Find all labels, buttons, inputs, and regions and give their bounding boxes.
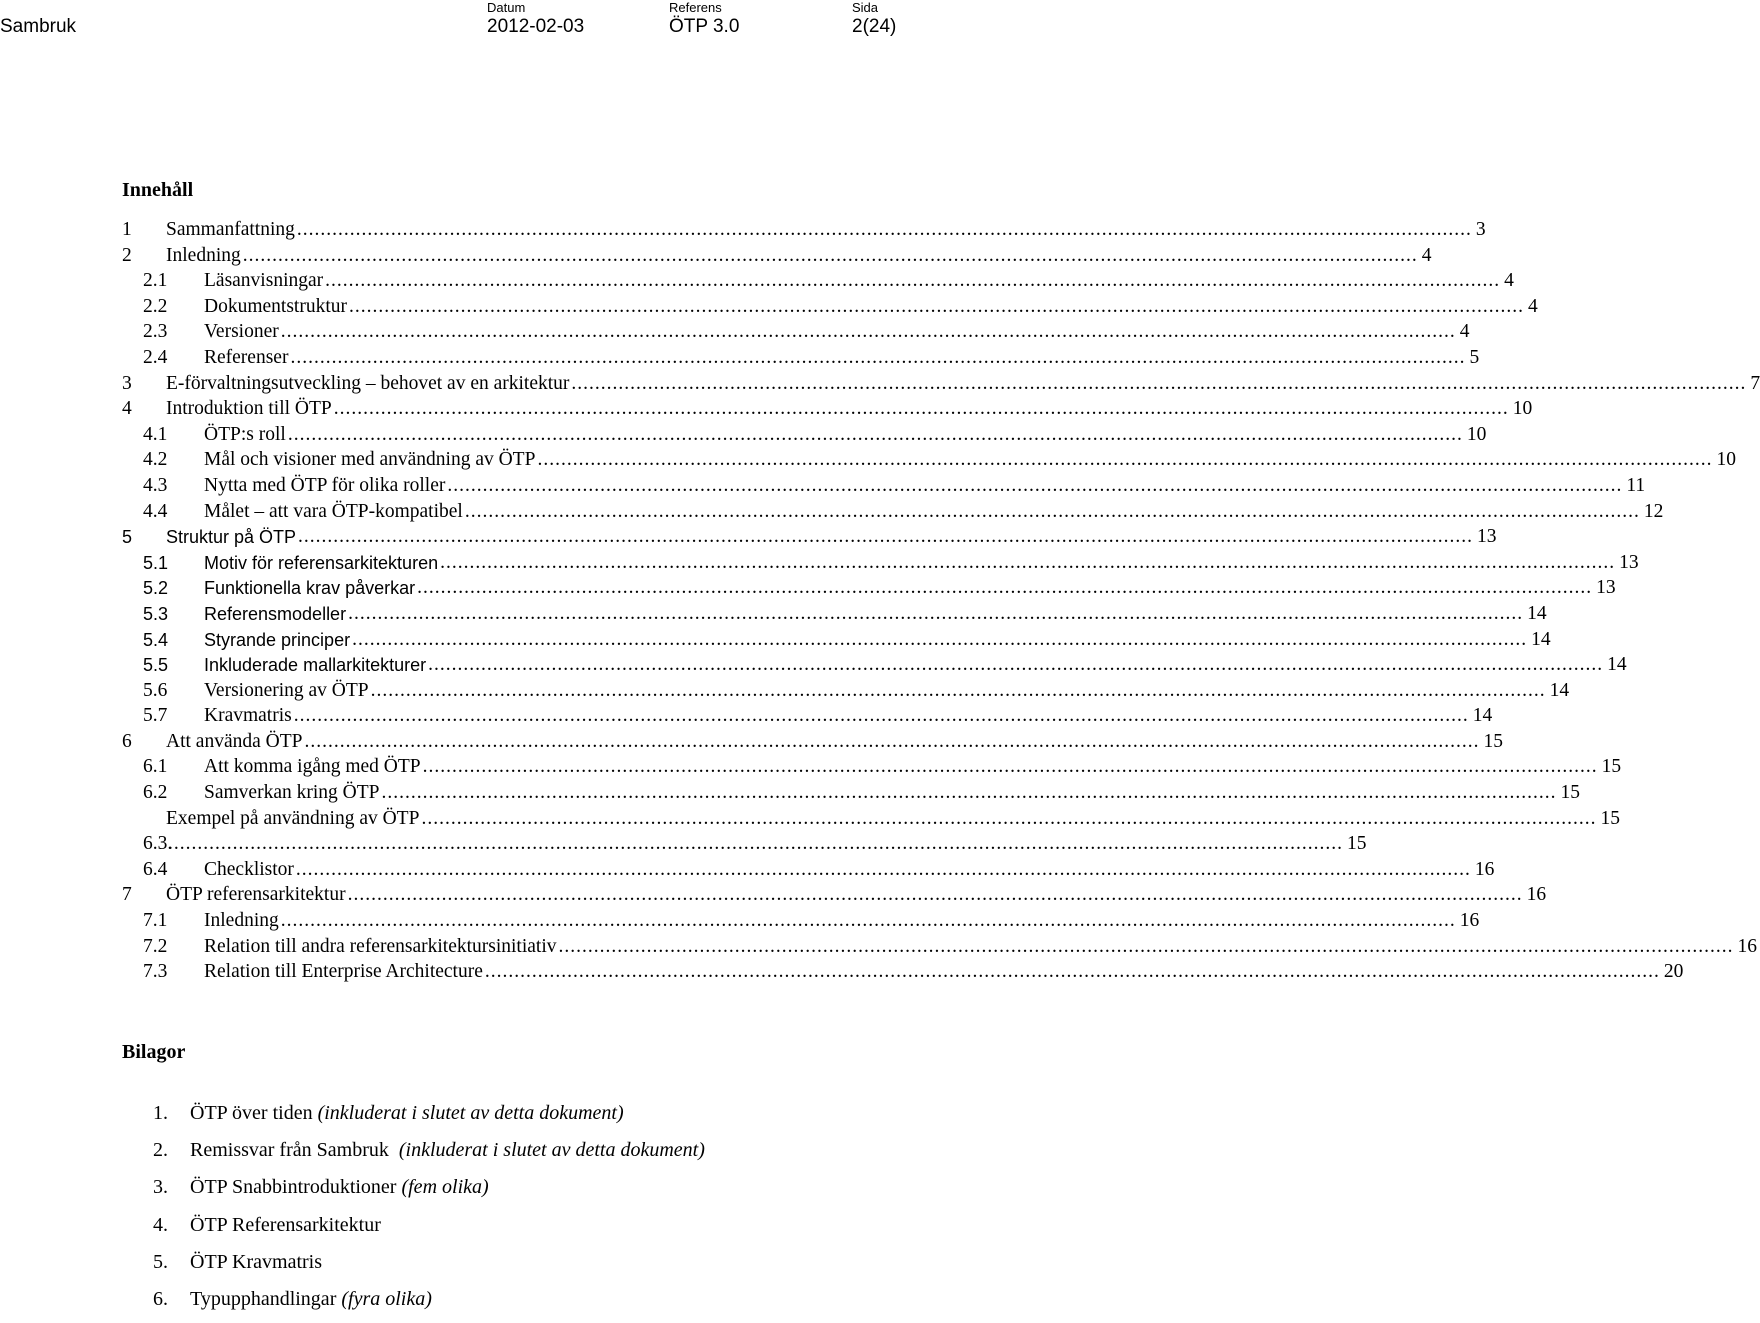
appendix-note: (inkluderat i slutet av detta dokument) xyxy=(317,1102,624,1124)
toc-dot-leader: ........................................................................................................................................................................................................ xyxy=(280,910,1456,932)
toc-entry-label: Inledning xyxy=(166,244,241,266)
toc-entry-label: E-förvaltningsutveckling – behovet av en arkitektur xyxy=(166,372,570,394)
toc-entry[interactable] xyxy=(0,781,1580,807)
toc-entry-page: 4 xyxy=(1500,269,1514,293)
toc-entry[interactable] xyxy=(0,909,1480,935)
toc-entry-page: 20 xyxy=(1660,960,1684,984)
appendix-item xyxy=(0,1174,960,1211)
toc-dot-leader: ........................................................................................................................................................................................................ xyxy=(304,730,1480,752)
toc-entry-label: Funktionella krav påverkar xyxy=(204,578,416,599)
toc-entry-page: 4 xyxy=(1456,320,1470,344)
toc-entry-number: 5.6 xyxy=(143,679,168,701)
toc-entry[interactable] xyxy=(0,576,1616,602)
toc-dot-leader: ........................................................................................................................................................................................................ xyxy=(558,935,1734,957)
appendix-number: 1. xyxy=(153,1102,168,1124)
toc-entry-label: Inkluderade mallarkitekturer xyxy=(204,655,427,676)
toc-entry[interactable] xyxy=(0,960,1684,986)
toc-entry-page: 15 xyxy=(1596,807,1620,831)
toc-entry-page: 16 xyxy=(1456,909,1480,933)
toc-entry[interactable] xyxy=(0,679,1570,705)
toc-dot-leader: ........................................................................................................................................................................................................ xyxy=(168,833,1343,855)
toc-entry-label: Relation till Enterprise Architecture xyxy=(204,961,483,983)
toc-entry-label: Referensmodeller xyxy=(204,603,347,624)
toc-entry-number: 6.2 xyxy=(143,782,168,804)
toc-dot-leader: ........................................................................................................................................................................................................ xyxy=(537,449,1713,471)
toc-dot-leader: ........................................................................................................................................................................................................ xyxy=(347,884,1523,906)
toc-entry-number: 7.3 xyxy=(143,961,168,983)
toc-entry-page: 12 xyxy=(1640,500,1664,524)
toc-entry[interactable] xyxy=(0,397,1533,423)
appendix-number: 6. xyxy=(153,1287,168,1310)
toc-entry-page: 16 xyxy=(1471,858,1495,882)
toc-entry-number: 7.1 xyxy=(143,910,168,932)
toc-entry-number: 2 xyxy=(122,244,132,266)
toc-entry-number: 4.2 xyxy=(143,449,168,471)
toc-dot-leader: ........................................................................................................................................................................................................ xyxy=(422,756,1598,778)
appendix-title: ÖTP Kravmatris xyxy=(190,1250,323,1273)
appendix-note: (fyra olika) xyxy=(341,1287,432,1310)
toc-entry-number: 7.2 xyxy=(143,935,168,957)
toc-entry[interactable] xyxy=(0,704,1493,730)
toc-entry[interactable] xyxy=(0,474,1646,500)
toc-entry-page: 4 xyxy=(1524,295,1538,319)
toc-dot-leader: ........................................................................................................................................................................................................ xyxy=(352,628,1528,650)
toc-dot-leader: ........................................................................................................................................................................................................ xyxy=(325,270,1501,292)
toc-entry-page: 11 xyxy=(1622,474,1645,498)
toc-entry[interactable] xyxy=(0,500,1664,526)
appendix-item xyxy=(0,1137,960,1174)
toc-entry-number: 5.7 xyxy=(143,705,168,727)
toc-entry-page: 14 xyxy=(1603,653,1627,677)
toc-entry-page: 10 xyxy=(1712,448,1736,472)
toc-entry-number: 4.4 xyxy=(143,500,168,522)
toc-dot-leader: ........................................................................................................................................................................................................ xyxy=(484,961,1660,983)
toc-entry-number: 2.3 xyxy=(143,321,168,343)
toc-dot-leader: ........................................................................................................................................................................................................ xyxy=(421,807,1597,829)
toc-entry[interactable] xyxy=(0,883,1547,909)
toc-dot-leader: ........................................................................................................................................................................................................ xyxy=(348,295,1524,317)
toc-entry-label: Kravmatris xyxy=(204,705,292,727)
toc-dot-leader: ........................................................................................................................................................................................................ xyxy=(571,372,1747,394)
reference-caption: Referens xyxy=(669,0,722,15)
org-name: Sambruk xyxy=(0,16,77,37)
toc-entry-page: 16 xyxy=(1734,935,1758,959)
toc-dot-leader: ........................................................................................................................................................................................................ xyxy=(296,219,1472,240)
toc-dot-leader: ........................................................................................................................................................................................................ xyxy=(290,346,1466,368)
appendix-note: (fem olika) xyxy=(401,1176,489,1199)
toc-dot-leader: ........................................................................................................................................................................................................ xyxy=(348,602,1524,624)
toc-dot-leader: ........................................................................................................................................................................................................ xyxy=(333,398,1509,420)
toc-entry[interactable] xyxy=(0,628,1551,654)
toc-entry[interactable] xyxy=(0,832,1367,858)
table-of-contents xyxy=(0,218,1760,986)
appendix-title: ÖTP Snabbintroduktioner xyxy=(190,1176,397,1199)
toc-entry[interactable] xyxy=(0,448,1736,474)
toc-dot-leader: ........................................................................................................................................................................................................ xyxy=(417,577,1593,599)
toc-entry-number: 3 xyxy=(122,372,132,394)
toc-entry-label: Versionering av ÖTP xyxy=(204,679,369,701)
appendix-title: ÖTP över tiden xyxy=(190,1102,313,1124)
toc-entry-number: 2.2 xyxy=(143,295,168,317)
appendix-title: Remissvar från Sambruk xyxy=(190,1139,394,1162)
toc-entry-label: Mål och visioner med användning av ÖTP xyxy=(204,449,536,471)
toc-entry-label: Referenser xyxy=(204,346,289,368)
appendix-item xyxy=(0,1100,960,1137)
toc-heading: Innehåll xyxy=(122,179,194,201)
appendices-list xyxy=(0,1100,960,1323)
toc-dot-leader: ........................................................................................................................................................................................................ xyxy=(287,423,1463,445)
toc-entry[interactable] xyxy=(0,551,1639,577)
toc-entry-label: Läsanvisningar xyxy=(204,270,324,292)
appendix-note: (inkluderat i slutet av detta dokument) xyxy=(398,1139,705,1162)
toc-entry-page: 10 xyxy=(1463,423,1487,447)
toc-entry-number: 4 xyxy=(122,398,132,420)
toc-entry[interactable] xyxy=(0,372,1760,398)
toc-entry-number: 5 xyxy=(122,527,133,548)
toc-entry[interactable] xyxy=(0,244,1432,270)
toc-dot-leader: ........................................................................................................................................................................................................ xyxy=(280,321,1456,343)
toc-entry-page: 5 xyxy=(1465,346,1479,370)
toc-dot-leader: ........................................................................................................................................................................................................ xyxy=(298,526,1474,548)
toc-entry-number: 5.5 xyxy=(143,655,169,676)
toc-entry[interactable] xyxy=(0,320,1470,346)
toc-dot-leader: ........................................................................................................................................................................................................ xyxy=(370,679,1546,701)
appendix-item xyxy=(0,1212,960,1249)
page-caption: Sida xyxy=(852,0,879,15)
toc-entry-number: 5.3 xyxy=(143,603,169,624)
toc-dot-leader: ........................................................................................................................................................................................................ xyxy=(464,500,1640,522)
toc-entry-number: 4.3 xyxy=(143,474,168,496)
toc-entry-page: 14 xyxy=(1469,704,1493,728)
toc-entry-page: 14 xyxy=(1546,679,1570,703)
toc-entry-page: 4 xyxy=(1418,244,1432,268)
toc-entry-label: Dokumentstruktur xyxy=(204,295,347,317)
appendices-heading: Bilagor xyxy=(122,1041,186,1063)
toc-entry[interactable] xyxy=(0,858,1495,884)
toc-entry-page: 14 xyxy=(1527,628,1551,652)
toc-entry-label: Målet – att vara ÖTP-kompatibel xyxy=(204,500,463,522)
toc-entry[interactable] xyxy=(0,295,1538,321)
appendix-number: 3. xyxy=(153,1176,168,1199)
toc-entry[interactable] xyxy=(0,730,1503,756)
toc-entry-number: 2.4 xyxy=(143,346,168,368)
toc-entry-label: Samverkan kring ÖTP xyxy=(204,782,380,804)
toc-entry-number: 5.1 xyxy=(143,552,169,573)
toc-entry-label: Exempel på användning av ÖTP xyxy=(166,807,420,829)
toc-dot-leader: ........................................................................................................................................................................................................ xyxy=(381,782,1557,804)
toc-entry-label: Sammanfattning xyxy=(166,219,295,240)
toc-entry[interactable] xyxy=(0,935,1758,961)
toc-entry-page: 15 xyxy=(1598,755,1622,779)
appendix-number: 2. xyxy=(153,1139,168,1162)
date-caption: Datum xyxy=(487,0,526,15)
toc-entry-label: ÖTP:s roll xyxy=(204,423,286,445)
toc-entry-label: Styrande principer xyxy=(204,629,351,650)
toc-entry-number: 6.4 xyxy=(143,858,168,880)
appendix-item xyxy=(0,1249,960,1286)
toc-entry-label: Introduktion till ÖTP xyxy=(166,398,332,420)
toc-entry-number: 5.4 xyxy=(143,629,169,650)
page-header xyxy=(0,0,960,48)
toc-entry-page: 15 xyxy=(1343,832,1367,856)
toc-entry-number: 6 xyxy=(122,730,132,752)
toc-dot-leader: ........................................................................................................................................................................................................ xyxy=(242,244,1418,266)
toc-entry[interactable] xyxy=(0,269,1514,295)
appendix-title: Typupphandlingar xyxy=(190,1287,337,1310)
toc-entry[interactable] xyxy=(0,346,1480,372)
toc-entry-label: Checklistor xyxy=(204,858,294,880)
toc-entry-page: 13 xyxy=(1473,525,1497,549)
toc-entry-number: 4.1 xyxy=(143,423,168,445)
toc-entry-page: 16 xyxy=(1523,883,1547,907)
toc-entry[interactable] xyxy=(0,602,1547,628)
toc-entry[interactable] xyxy=(0,218,1486,244)
toc-entry-label: Att komma igång med ÖTP xyxy=(204,756,421,778)
page-number: 2(24) xyxy=(852,16,897,37)
toc-dot-leader: ........................................................................................................................................................................................................ xyxy=(440,551,1616,573)
toc-entry[interactable] xyxy=(0,653,1627,679)
appendix-number: 4. xyxy=(153,1213,168,1236)
toc-entry-label: ÖTP referensarkitektur xyxy=(166,884,346,906)
toc-entry-label: Motiv för referensarkitekturen xyxy=(204,552,439,573)
toc-entry-page: 13 xyxy=(1592,576,1616,600)
appendix-number: 5. xyxy=(153,1250,168,1273)
toc-entry-number: 7 xyxy=(122,884,132,906)
toc-entry-page: 10 xyxy=(1509,397,1533,421)
toc-entry-number: 6.3. xyxy=(143,833,173,855)
toc-entry-number: 2.1 xyxy=(143,270,168,292)
appendix-title: ÖTP Referensarkitektur xyxy=(190,1213,381,1236)
toc-entry-label: Versioner xyxy=(204,321,279,343)
toc-entry-page: 3 xyxy=(1472,218,1486,242)
toc-entry[interactable] xyxy=(0,755,1622,781)
toc-entry[interactable] xyxy=(0,525,1497,551)
appendix-item xyxy=(0,1286,960,1323)
toc-dot-leader: ........................................................................................................................................................................................................ xyxy=(428,654,1604,676)
toc-entry-page: 13 xyxy=(1615,551,1639,575)
toc-entry-label: Struktur på ÖTP xyxy=(166,527,297,548)
toc-entry[interactable] xyxy=(0,807,1620,833)
toc-dot-leader: ........................................................................................................................................................................................................ xyxy=(447,474,1623,496)
toc-entry-number: 6.1 xyxy=(143,756,168,778)
toc-entry-number: 5.2 xyxy=(143,578,169,599)
toc-entry-page: 7 xyxy=(1746,372,1760,396)
toc-entry-page: 14 xyxy=(1523,602,1547,626)
toc-entry-number: 1 xyxy=(122,219,132,240)
toc-entry-page: 15 xyxy=(1556,781,1580,805)
reference-value: ÖTP 3.0 xyxy=(669,16,740,37)
toc-entry-label: Relation till andra referensarkitektursinitiativ xyxy=(204,935,557,957)
toc-dot-leader: ........................................................................................................................................................................................................ xyxy=(295,858,1471,880)
toc-entry-label: Att använda ÖTP xyxy=(166,730,303,752)
toc-entry-page: 15 xyxy=(1479,730,1503,754)
toc-dot-leader: ........................................................................................................................................................................................................ xyxy=(293,705,1469,727)
toc-entry-label: Nytta med ÖTP för olika roller xyxy=(204,474,446,496)
toc-entry-label: Inledning xyxy=(204,910,279,932)
date-value: 2012-02-03 xyxy=(487,16,585,37)
toc-entry[interactable] xyxy=(0,423,1487,449)
